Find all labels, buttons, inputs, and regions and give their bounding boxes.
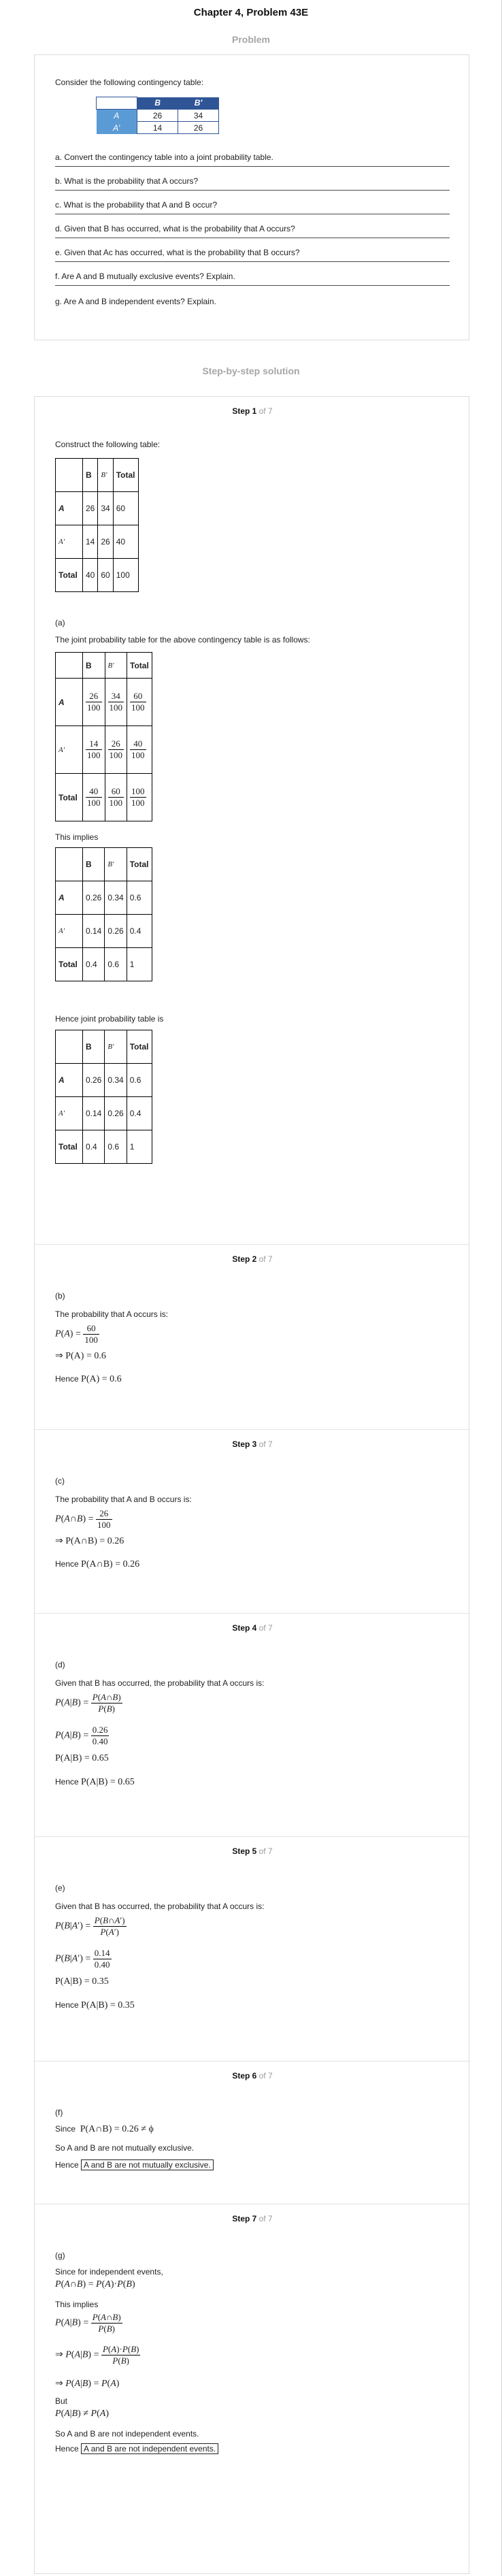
question-b: b. What is the probability that A occurs?	[55, 176, 450, 191]
col-header-bc: B′	[178, 97, 219, 110]
question-e: e. Given that Ac has occurred, what is the probability that B occurs?	[55, 248, 450, 262]
solution-card	[34, 396, 469, 2574]
step-4: Step 4 of 7 (d) Given that B has occurred, the probability that A occurs is: P(A|B) = $\frac{P(A\cap B)}{P(B)}$ P(A|B) = $\frac{0.26}{0.40}$ P(A|B) = 0.65 Hence P(A|B) = 0.65	[35, 1613, 470, 1836]
step1-table-decimals: B B′ Total A 0.26 0.34 0.6 A′ 0.14 0.26 0.4 Total 0.4 0.6 1	[55, 847, 152, 981]
step-7: Step 7 of 7 (g) Since for independent events, P(A∩B) = P(A)·P(B) This implies P(A|B) = $\frac{P(A\cap B)}{P(B)}$ ⇒ P(A|B) = $\frac{P(A)\cdot P(B)}{P(B)}$ ⇒ P(A|B) = P(A) But P(A|B) ≠ P(A) So A and B are not independent events. Hence A and B are not independent events.	[35, 2204, 470, 2575]
question-f: f. Are A and B mutually exclusive events? Explain.	[55, 272, 450, 286]
step-5: Step 5 of 7 (e) Given that B has occurred, the probability that A occurs is: P(B|A′) = $\frac{P(B\cap A')}{P(A')}$ P(B|A′) = $\frac{0.14}{0.40}$ P(A|B) = 0.35 Hence P(A|B) = 0.35	[35, 1836, 470, 2061]
col-header-b: B	[137, 97, 178, 110]
step1-table-final: B B′ Total A 0.26 0.34 0.6 A′ 0.14 0.26 0.4 Total 0.4 0.6 1	[55, 1030, 152, 1164]
row-header-ac: A′	[97, 122, 137, 134]
step-6: Step 6 of 7 (f) Since P(A∩B) = 0.26 ≠ ϕ So A and B are not mutually exclusive. Hence A and B are not mutually exclusive.	[35, 2061, 470, 2204]
step-1: Step 1 of 7 Construct the following table: B B′ Total A 26 34 60 A′ 14 26 40 Total 40 60 100 (a) The joint probability table for the above contingency table is as follows: B B′ Total A $\frac{26}{100}$ $\frac{34}{100}$ $\frac{60}{100}$ A′ $\frac{14}{100}$ $\frac{26}{100}$ $\frac{40}{100}$ Total $\frac{40}{100}$ $\frac{60}{100}$ $\frac{100}{100}$ This implies B B′ Total A 0.26 0.34 0.6 A′ 0.14 0.26 0.4 Total 0.4 0.6 1 Hence joint probability table is B B′ Total A 0.26 0.34 0.6 A′ 0.14 0.26 0.4 Total 0.4 0.6 1	[35, 397, 470, 1244]
problem-card	[34, 54, 469, 340]
step-3: Step 3 of 7 (c) The probability that A and B occurs is: P(A∩B) = $\frac{26}{100}$ ⇒ P(A∩B) = 0.26 Hence P(A∩B) = 0.26	[35, 1429, 470, 1613]
step-1-header: Step 1 of 7	[232, 406, 273, 416]
question-g: g. Are A and B independent events? Explain.	[55, 297, 216, 306]
step1-table-fractions: B B′ Total A $\frac{26}{100}$ $\frac{34}{100}$ $\frac{60}{100}$ A′ $\frac{14}{100}$ $\frac{26}{100}$ $\frac{40}{100}$ Total $\frac{40}{100}$ $\frac{60}{100}$ $\frac{100}{100}$	[55, 652, 152, 821]
row-header-a: A	[97, 110, 137, 122]
solution-heading: Step-by-step solution	[202, 365, 300, 376]
problem-heading: Problem	[231, 34, 270, 45]
question-a: a. Convert the contingency table into a joint probability table.	[55, 152, 450, 167]
question-d: d. Given that B has occurred, what is the probability that A occurs?	[55, 224, 450, 238]
question-c: c. What is the probability that A and B occur?	[55, 200, 450, 214]
step6-answer-box: A and B are not mutually exclusive.	[81, 2159, 214, 2170]
step1-table-counts: B B′ Total A 26 34 60 A′ 14 26 40 Total 40 60 100	[55, 458, 139, 592]
page-title: Chapter 4, Problem 43E	[193, 7, 309, 18]
step-2: Step 2 of 7 (b) The probability that A occurs is: P(A) = $\frac{60}{100}$ ⇒ P(A) = 0.6 Hence P(A) = 0.6	[35, 1244, 470, 1429]
problem-contingency-table: B B′ A 26 34 A′ 14 26	[96, 97, 219, 134]
step7-answer-box: A and B are not independent events.	[81, 2443, 218, 2454]
problem-intro: Consider the following contingency table:	[55, 78, 204, 87]
